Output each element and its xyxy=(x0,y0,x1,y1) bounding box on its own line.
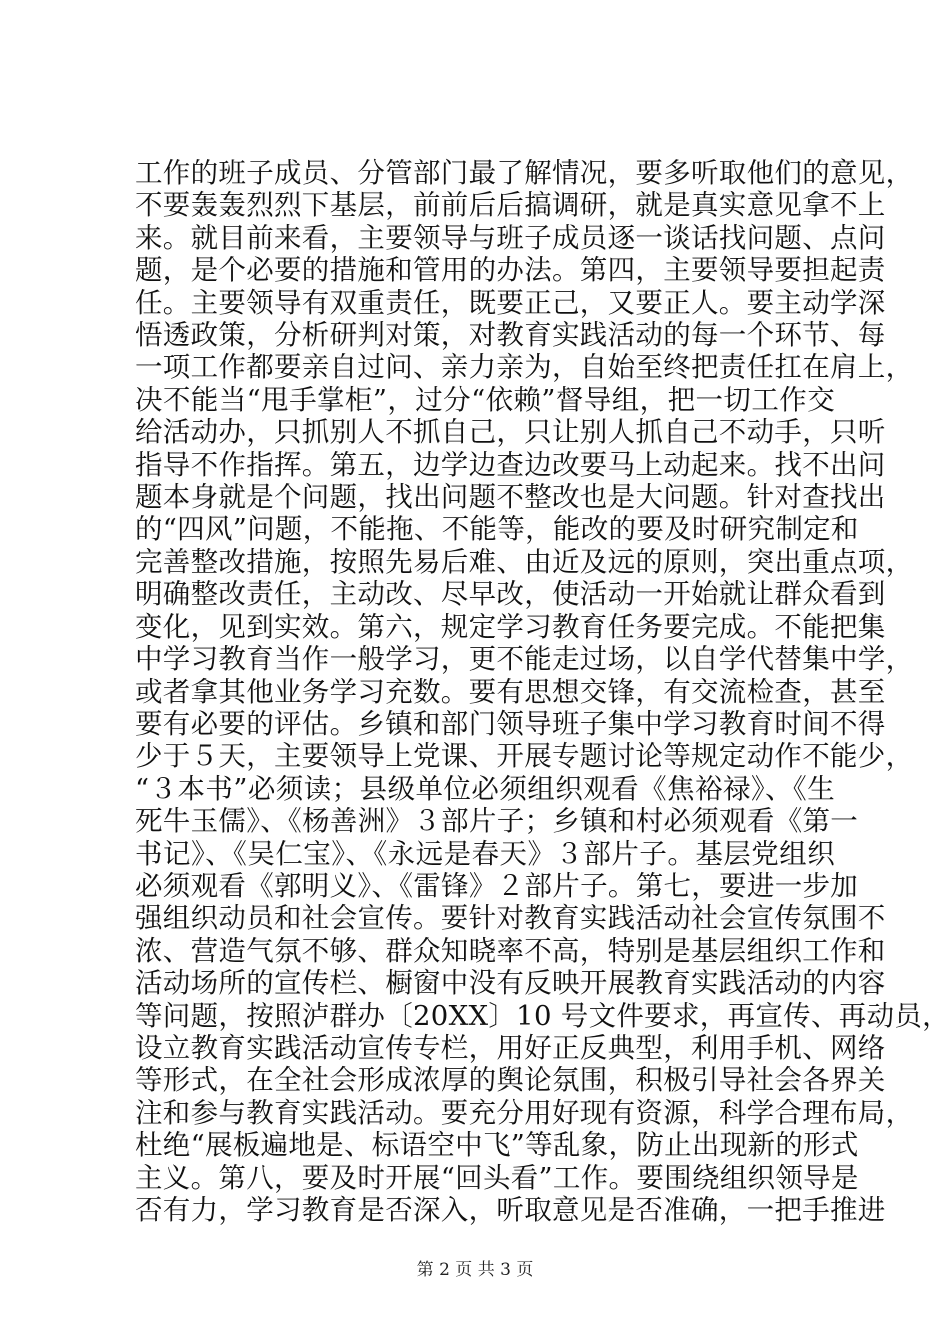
text-line: 必须观看《郭明义》、《雷锋》２部片子。第七，要进一步加 xyxy=(135,869,859,902)
text-line: 强组织动员和社会宣传。要针对教育实践活动社会宣传氛围不 xyxy=(135,902,886,935)
text-line: 不要轰轰烈烈下基层，前前后后搞调研，就是真实意见拿不上 xyxy=(135,189,886,222)
text-line: 死牛玉儒》、《杨善洲》３部片子；乡镇和村必须观看《第一 xyxy=(135,805,859,838)
text-line: 或者拿其他业务学习充数。要有思想交锋，有交流检查，甚至 xyxy=(135,675,886,708)
text-line: 指导不作指挥。第五，边学边查边改要马上动起来。找不出问 xyxy=(135,448,886,481)
text-line: 决不能当“甩手掌柜”，过分“依赖”督导组，把一切工作交 xyxy=(135,383,835,416)
text-line: 等形式，在全社会形成浓厚的舆论氛围，积极引导社会各界关 xyxy=(135,1064,886,1097)
text-line: 否有力，学习教育是否深入，听取意见是否准确，一把手推进 xyxy=(135,1194,886,1226)
text-line: 等问题，按照泸群办〔20XX〕10 号文件要求，再宣传、再动员， xyxy=(135,999,950,1032)
text-line: “３本书”必须读；县级单位必须组织观看《焦裕禄》、《生 xyxy=(135,772,835,805)
text-line: 活动场所的宣传栏、橱窗中没有反映开展教育实践活动的内容 xyxy=(135,967,886,1000)
text-line: 浓、营造气氛不够、群众知晓率不高，特别是基层组织工作和 xyxy=(135,934,886,967)
text-line: 悟透政策，分析研判对策，对教育实践活动的每一个环节、每 xyxy=(135,319,886,352)
text-line: 主义。第八，要及时开展“回头看”工作。要围绕组织领导是 xyxy=(135,1161,859,1194)
text-line: 题本身就是个问题，找出问题不整改也是大问题。针对查找出 xyxy=(135,481,886,514)
body-paragraph xyxy=(135,157,950,1226)
text-line: 的“四风”问题，不能拖、不能等，能改的要及时研究制定和 xyxy=(135,513,859,546)
text-line: 要有必要的评估。乡镇和部门领导班子集中学习教育时间不得 xyxy=(135,707,886,740)
text-line: 注和参与教育实践活动。要充分用好现有资源，科学合理布局， xyxy=(135,1096,914,1129)
text-line: 明确整改责任，主动改、尽早改，使活动一开始就让群众看到 xyxy=(135,578,886,611)
text-line: 完善整改措施，按照先易后难、由近及远的原则，突出重点项， xyxy=(135,545,914,578)
text-line: 杜绝“展板遍地是、标语空中飞”等乱象，防止出现新的形式 xyxy=(135,1129,859,1162)
text-line: 来。就目前来看，主要领导与班子成员逐一谈话找问题、点问 xyxy=(135,221,886,254)
text-line: 少于５天，主要领导上党课、开展专题讨论等规定动作不能少， xyxy=(135,740,914,773)
text-line: 一项工作都要亲自过问、亲力亲为，自始至终把责任扛在肩上， xyxy=(135,351,914,384)
text-line: 设立教育实践活动宣传专栏，用好正反典型，利用手机、网络 xyxy=(135,1031,886,1064)
text-line: 题，是个必要的措施和管用的办法。第四，主要领导要担起责 xyxy=(135,254,886,287)
text-line: 变化，见到实效。第六，规定学习教育任务要完成。不能把集 xyxy=(135,610,886,643)
text-line: 任。主要领导有双重责任，既要正己，又要正人。要主动学深 xyxy=(135,286,886,319)
text-line: 给活动办，只抓别人不抓自己，只让别人抓自己不动手，只听 xyxy=(135,416,886,449)
text-line: 书记》、《吴仁宝》、《永远是春天》３部片子。基层党组织 xyxy=(135,837,835,870)
text-line: 工作的班子成员、分管部门最了解情况，要多听取他们的意见， xyxy=(135,157,914,189)
text-line: 中学习教育当作一般学习，更不能走过场，以自学代替集中学， xyxy=(135,643,914,676)
page-footer: 第 2 页 共 3 页 xyxy=(416,1260,534,1280)
